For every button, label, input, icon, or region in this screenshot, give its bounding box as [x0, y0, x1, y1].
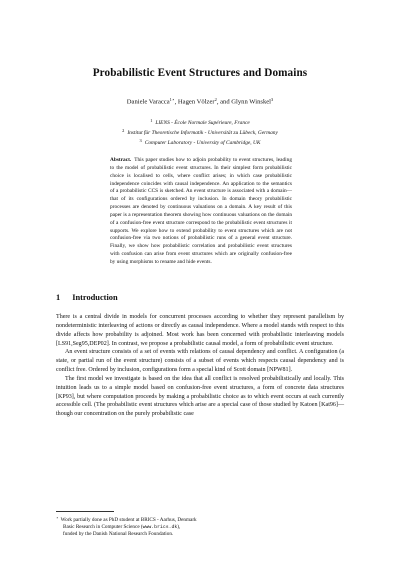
footnote-text: ), — [177, 524, 181, 531]
author-separator: , and — [216, 98, 232, 106]
footnote-mark: ⋆ — [56, 515, 59, 520]
abstract-text: This paper studies how to adjoin probability to event structures, leading to the model of probabilistic event structures. In their simplest form probabilistic choice is localised to cells, where conflict arises; in which case probabilistic independence coincides with causal independence. An application to the semantics of a probabilistic CCS is sketched. An event structure is associated with a domain—that of its configurations ordered by inclusion. In domain theory probabilistic processes are denoted by continuous valuations on a domain. A key result of this paper is a representation theorem showing how continuous valuations on the domain of a confusion-free event structure correspond to the probabilistic event structures it supports. We explore how to extend probability to event structures which are not confusion-free via two notions of probabilistic runs of a general event structure. Finally, we show how probabilistic correlation and probabilistic event structures with confusion can arise from event structures which are originally confusion-free by using morphisms to rename and hide events. — [110, 157, 292, 265]
footnote-url: www.brics.dk — [142, 525, 178, 531]
body-paragraph: There is a central divide in models for concurrent processes according to whether they represent parallelism by nondeterministic interleaving of actions or directly as causal independence. Where a model stands with respect to this divide affects how probability is adjoined. Most work has been concerned with probabilistic interleaving models [LS91,Seg95,DEP02]. In contrast, we propose a probabilistic causal model, a form of probabilistic event structure. — [56, 314, 344, 347]
footnote-line: funded by the Danish National Research Foundation. — [63, 531, 174, 538]
author-affiliation-mark: 3 — [271, 97, 274, 102]
affiliation-text: Computer Laboratory - University of Cambridge, UK — [144, 140, 261, 147]
abstract — [110, 157, 292, 267]
section-title: Introduction — [72, 293, 118, 302]
body-paragraph: An event structure consists of a set of events with relations of causal dependency and conflict. A configuration (a state, or partial run of the event structure) consists of a subset of events which respects causal dependency and is conflict free. Ordered by inclusion, configurations form a special kind of Scott domain [NPW81]. — [56, 349, 344, 374]
section-number: 1 — [56, 293, 61, 302]
affiliation-number: 1 — [150, 118, 153, 123]
affiliation-text: LIENS - École Normale Supérieure, France — [155, 120, 250, 126]
footnote-text: Basic Research in Computer Science ( — [63, 524, 143, 531]
paper-title: Probabilistic Event Structures and Domains — [92, 67, 308, 79]
footnote-text: Work partially done as PhD student at BRICS - Aarhus, Denmark — [60, 517, 197, 523]
author-name: Hagen Völzer — [177, 98, 215, 106]
abstract-label: Abstract. — [110, 157, 132, 163]
author-name: Glynn Winskel — [231, 98, 272, 106]
author-separator: , — [174, 98, 178, 106]
affiliation-number: 2 — [122, 128, 125, 134]
affiliation-text: Institut für Theoretische Informatik - Universität zu Lübeck, Germany — [127, 130, 278, 137]
body-paragraph: The first model we investigate is based on the idea that all conflict is resolved probabilistically and locally. This intuition leads us to a simple model based on confusion-free event structures, a form of concrete data structures [KP93], but where computation proceeds by making a probabilistic choice as to which event occurs at each currently accessible cell. (The probabilistic event structures which arise are a special case of those studied by Katoen [Kat96]—though our concentration on the purely probabilistic case — [56, 375, 344, 418]
author-affiliation-mark: 1⋆ — [169, 97, 175, 102]
affiliation-line — [0, 117, 400, 127]
affiliation-number: 3 — [139, 138, 142, 144]
footnote-line — [56, 514, 344, 524]
author-name: Daniele Varacca — [126, 98, 170, 106]
section-body — [56, 313, 344, 419]
author-affiliation-mark: 2 — [214, 97, 217, 102]
affiliation-line — [0, 137, 400, 147]
affiliation-list — [0, 117, 400, 148]
author-list — [0, 97, 400, 106]
footnote-rule — [56, 511, 114, 512]
section-heading — [56, 293, 118, 302]
footnote — [56, 514, 344, 539]
affiliation-line — [0, 127, 400, 137]
